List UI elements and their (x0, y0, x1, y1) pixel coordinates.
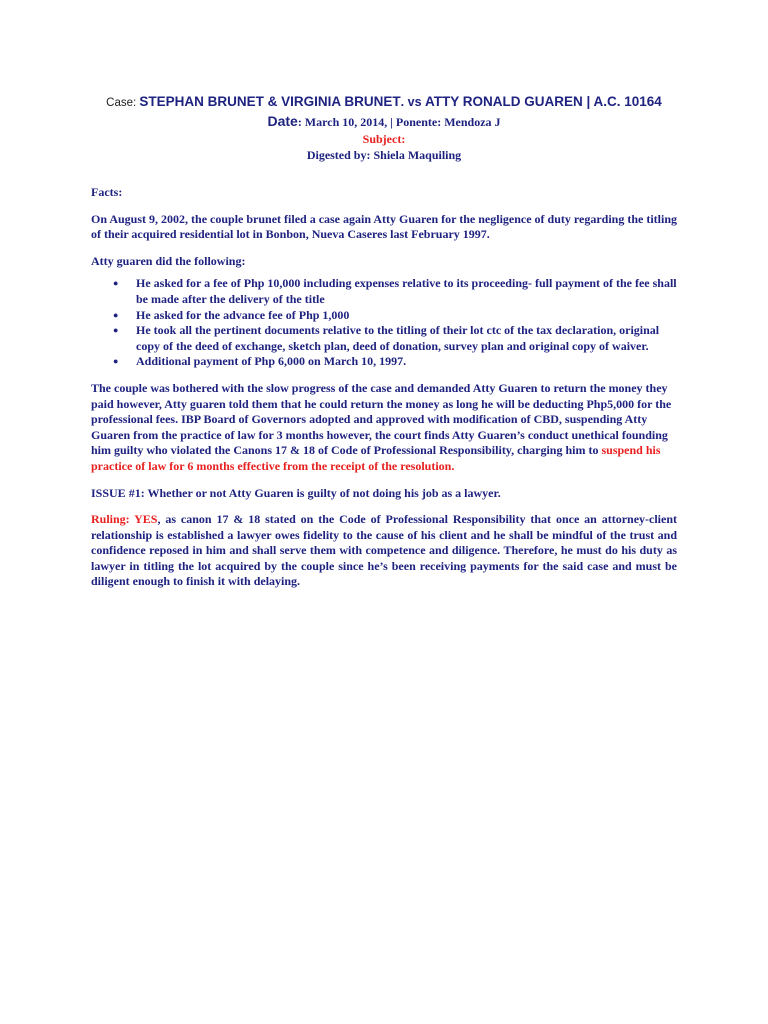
facts-paragraph-2 (91, 381, 677, 475)
digested-by-line: Digested by: Shiela Maquiling (306, 148, 462, 162)
ruling-text: , as canon 17 & 18 stated on the Code of Professional Responsibility that once an attorney-client relationship is established a lawyer owes fidelity to the cause of his client and he shall be mindful of the trust and confidence reposed in him and shall serve them with competence and diligence. Therefore, he must do his duty as lawyer in titling the lot acquired by the couple since he’s been receiving payments for the said case and must be diligent enough to finish it with delaying. (91, 512, 678, 589)
document-header (91, 92, 677, 163)
subject-line: Subject: (362, 132, 406, 146)
facts-paragraph-2-penalty: suspend his practice of law for 6 months effective from the receipt of the resolution. (91, 443, 661, 473)
issue-1: ISSUE #1: Whether or not Atty Guaren is guilty of not doing his job as a lawyer. (91, 485, 501, 500)
list-item: ● He asked for the advance fee of Php 1,000 (113, 307, 350, 322)
bullet-icon: ● (113, 278, 119, 289)
case-parties-respondent: ATTY RONALD GUAREN | A.C. 10164 (425, 94, 662, 109)
ruling-label: Ruling: (91, 512, 135, 527)
case-vs: . vs (400, 95, 425, 109)
list-item: ● He asked for a fee of Php 10,000 including expenses relative to its proceeding- full payment of the fee shall be made after the delivery of the title (113, 276, 677, 306)
facts-intro: Atty guaren did the following: (91, 253, 246, 268)
facts-bullet-list (91, 276, 677, 370)
bullet-icon: ● (113, 309, 119, 320)
facts-label: Facts: (91, 185, 123, 199)
bullet-icon: ● (113, 356, 119, 367)
date-text: : March 10, 2014, | Ponente: Mendoza J (297, 115, 501, 129)
document-body (91, 185, 677, 590)
case-label: Case: (106, 97, 140, 109)
facts-paragraph-2-main: The couple was bothered with the slow progress of the case and demanded Atty Guaren to return the money they paid however, Atty guaren told them that he could return the money as long he will be deducting Php5,000 for the professional fees. IBP Board of Governors adopted and approved with modification of CBD, suspending Atty Guaren from the practice of law for 3 months however, the court finds Atty Guaren’s conduct unethical founding him guilty who violated the Canons 17 & 18 of Code of Professional Responsibility, charging him to (91, 380, 672, 458)
date-line (91, 113, 677, 131)
case-parties-complainants: STEPHAN BRUNET & VIRGINIA BRUNET (139, 94, 401, 109)
list-item: ● He took all the pertinent documents relative to the titling of their lot ctc of the tax declaration, original copy of the deed of exchange, sketch plan, deed of donation, survey plan and original copy of waiver. (113, 323, 660, 353)
case-title-line (91, 92, 677, 113)
date-label: Date (267, 113, 298, 129)
ruling-paragraph (91, 512, 677, 590)
facts-paragraph-1: On August 9, 2002, the couple brunet filed a case again Atty Guaren for the negligence of duty regarding the titling of their acquired residential lot in Bonbon, Nueva Caseres last February 1997. (91, 211, 678, 242)
ruling-answer: YES (134, 512, 158, 527)
list-item: ● Additional payment of Php 6,000 on March 10, 1997. (113, 354, 407, 369)
bullet-icon: ● (113, 325, 119, 336)
